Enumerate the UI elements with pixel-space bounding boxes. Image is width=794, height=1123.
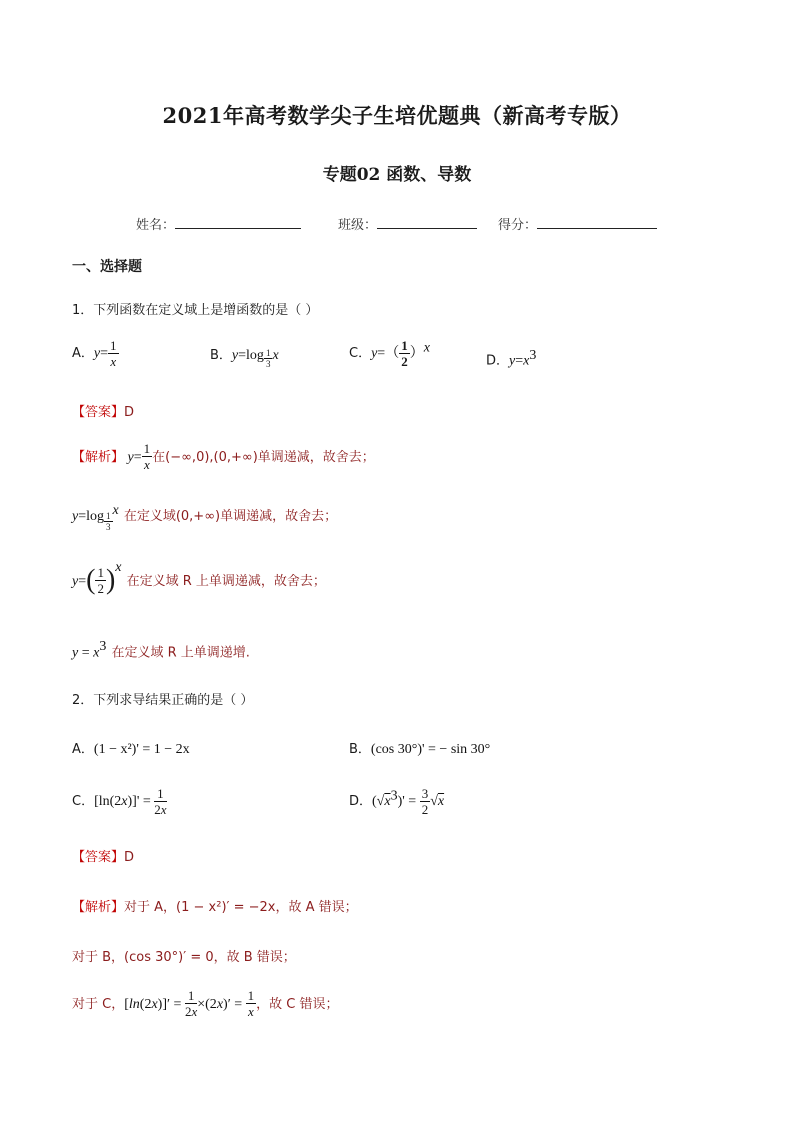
fraction: $\frac{1}{2x}$ [154, 786, 167, 817]
analysis-text: 在定义域(0,+∞)单调递减，故舍去； [123, 509, 338, 524]
fraction: $\frac{1}{2}$ [401, 338, 408, 369]
q1-analysis-line-4: $y = x^3$ 在定义域 R 上单调递增. [72, 639, 250, 661]
q1-option-c[interactable]: C．y=（ $\frac{1}{2}$ ）$^x$ [349, 338, 430, 369]
class-label: 班级： [338, 218, 378, 233]
analysis-tag: 【解析】 [72, 450, 125, 465]
q1-analysis-line-1: 【解析】 y= $\frac{1}{x}$ 在(−∞,0),(0,+∞)单调递减，故舍去； [72, 441, 375, 472]
q2-answer [72, 846, 134, 865]
q1-option-a[interactable]: A．y= $\frac{1}{x}$ [72, 338, 117, 369]
name-label: 姓名： [136, 218, 176, 233]
name-field[interactable] [136, 214, 301, 233]
q1-analysis-line-3: y=( $\frac{1}{2}$ )$^x$ 在定义域 R 上单调递减，故舍去； [72, 560, 326, 596]
class-field[interactable] [338, 214, 477, 233]
q2-option-b-label: B． [349, 742, 371, 757]
q1-option-d[interactable]: D．$y=x^3$ [486, 348, 537, 369]
fraction: $\frac{1}{2}$ [97, 565, 104, 596]
score-blank[interactable] [537, 214, 657, 229]
q1-answer [72, 401, 134, 420]
analysis-text: 在定义域 R 上单调递增. [111, 645, 250, 661]
answer-tag: 【答案】 [72, 405, 125, 420]
class-blank[interactable] [377, 214, 477, 229]
q2-stem: 2．下列求导结果正确的是（ ） [72, 693, 254, 708]
analysis-text: 对于 B，(cos 30°)′ = 0，故 B 错误； [72, 950, 296, 965]
q2-option-b-expr: (cos 30°)' = − sin 30° [370, 742, 491, 757]
name-blank[interactable] [175, 214, 301, 229]
log-base-fraction: $\frac{1}{3}$ [106, 511, 111, 532]
document-title: 2021年高考数学尖子生培优题典（新高考专版） [162, 103, 632, 128]
q2-option-c[interactable]: C．[ln(2x)]' = $\frac{1}{2x}$ [72, 786, 167, 817]
document-subtitle: 专题02 函数、导数 [322, 165, 472, 185]
q1-analysis-line-2: y=log $\frac{1}{3}$ x 在定义域(0,+∞)单调递减，故舍去； [72, 503, 338, 532]
q2-analysis-line-2 [72, 946, 296, 965]
fraction: $\frac{3}{2}$ [421, 786, 429, 817]
fraction: $\frac{1}{x}$ [247, 988, 255, 1019]
q1-option-c-label: C． [349, 346, 372, 361]
answer-tag: 【答案】 [72, 850, 125, 865]
fraction: $\frac{1}{2x}$ [184, 988, 198, 1019]
analysis-text: 在定义域 R 上单调递减，故舍去； [126, 574, 326, 589]
section-heading: 一、选择题 [72, 259, 142, 275]
q2-option-d-label: D． [349, 794, 373, 809]
analysis-tag: 【解析】 [72, 900, 125, 915]
q1-option-b-label: B． [210, 348, 232, 363]
analysis-text: ，故 C 错误； [256, 997, 339, 1012]
q2-option-b[interactable] [349, 738, 490, 758]
q2-option-a-label: A． [72, 742, 94, 757]
answer-value: D [124, 850, 135, 865]
analysis-text: 在(−∞,0),(0,+∞)单调递减，故舍去； [152, 450, 375, 465]
analysis-text: 对于 A，(1 − x²)′ = −2x，故 A 错误； [124, 900, 358, 915]
score-field[interactable] [498, 214, 657, 233]
fraction: $\frac{1}{x}$ [143, 441, 151, 472]
score-label: 得分： [498, 218, 538, 233]
log-base-fraction: $\frac{1}{3}$ [265, 348, 271, 369]
q2-option-a[interactable] [72, 738, 190, 758]
q2-option-a-expr: (1 − x²)' = 1 − 2x [93, 742, 190, 757]
q2-analysis-line-1 [72, 896, 358, 915]
answer-value: D [124, 405, 135, 420]
q2-option-d[interactable]: D．$(√x^3)'$ = $\frac{3}{2}$ √x [349, 786, 445, 817]
q2-option-c-label: C． [72, 794, 95, 809]
fraction: $\frac{1}{x}$ [110, 338, 117, 369]
q2-analysis-line-3: 对于 C，[ln(2x)]′ = $\frac{1}{2x}$ ×(2x)′ = $\frac{1}{x}$ ，故 C 错误； [72, 988, 339, 1019]
q1-option-d-label: D． [486, 353, 510, 369]
q1-stem: 1．下列函数在定义域上是增函数的是（ ） [72, 303, 319, 318]
q1-option-a-label: A． [72, 346, 94, 361]
q1-option-b[interactable]: B．y=log $\frac{1}{3}$ x [210, 348, 279, 369]
